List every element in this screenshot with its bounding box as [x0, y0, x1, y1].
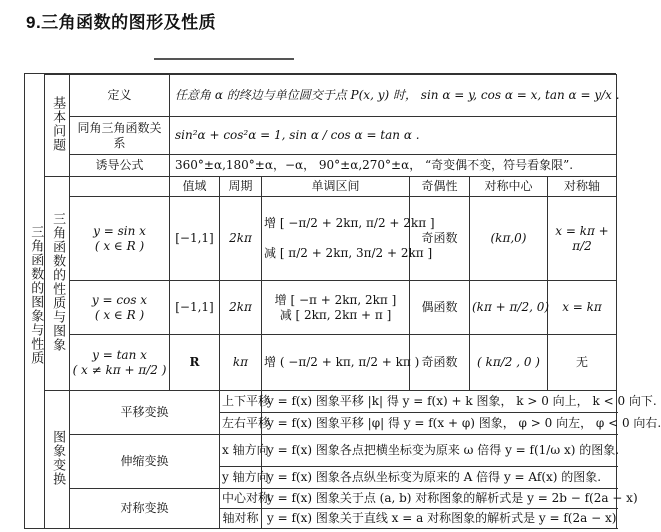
section-main-label: 三角函数的图象与性质	[25, 65, 45, 529]
definition-text: 任意角 α 的终边与单位圆交于点 P(x, y) 时， sin α = y, cos α = x, tan α = y/x .	[170, 75, 617, 117]
table-row	[25, 335, 617, 391]
sub-label: 中心对称	[220, 489, 262, 509]
header-monotonic: 单调区间	[262, 177, 410, 197]
basic-section-label: 基本问题	[45, 75, 70, 177]
header-range: 值域	[170, 177, 220, 197]
center-cell: ( kπ/2 , 0 )	[470, 335, 548, 391]
period-cell: 2kπ	[220, 197, 262, 281]
func-cell: y = tan x ( x ≠ kπ + π/2 )	[70, 335, 170, 391]
func-cell: y = sin x ( x ∈ R )	[70, 197, 170, 281]
props-section-label: 三角函数的性质与图象	[45, 177, 70, 391]
sub-label: y 轴方向	[220, 467, 262, 489]
same-angle-label: 同角三角函数关系	[70, 117, 170, 155]
sub-label: 左右平移	[220, 413, 262, 435]
sub-label: 轴对称	[220, 509, 262, 529]
monotonic-cell: 增 [ −π/2 + 2kπ, π/2 + 2kπ ] 减 [ π/2 + 2kπ, 3π/2 + 2kπ ]	[262, 197, 410, 281]
shift-label: 平移变换	[70, 391, 220, 435]
cropped-header-strip	[24, 64, 616, 74]
definition-label: 定义	[70, 75, 170, 117]
table-row	[25, 281, 617, 335]
range-cell: [−1,1]	[170, 281, 220, 335]
axis-cell: x = kπ + π/2	[548, 197, 617, 281]
induction-text: 360°±α,180°±α，−α， 90°±α,270°±α， “奇变偶不变，符号看象限”.	[170, 155, 617, 177]
page-title: 9.三角函数的图形及性质	[26, 13, 217, 32]
range-cell: [−1,1]	[170, 197, 220, 281]
rule-text: y = f(x) 图象平移 |k| 得 y = f(x) + k 图象， k > 0 向上， k < 0 向下.	[262, 391, 617, 413]
rule-text: y = f(x) 图象各点纵坐标变为原来的 A 倍得 y = Af(x) 的图象.	[262, 467, 617, 489]
same-angle-text: sin²α + cos²α = 1, sin α / cos α = tan α .	[170, 117, 617, 155]
induction-label: 诱导公式	[70, 155, 170, 177]
sub-label: x 轴方向	[220, 435, 262, 467]
period-cell: 2kπ	[220, 281, 262, 335]
center-cell: (kπ,0)	[470, 197, 548, 281]
rule-text: y = f(x) 图象关于直线 x = a 对称图象的解析式是 y = f(2a − x)	[262, 509, 617, 529]
monotonic-cell: 增 [ −π + 2kπ, 2kπ ] 减 [ 2kπ, 2kπ + π ]	[262, 281, 410, 335]
trig-summary-table	[24, 64, 661, 530]
header-parity: 奇偶性	[410, 177, 470, 197]
center-cell: (kπ + π/2, 0)	[470, 281, 548, 335]
parity-cell: 奇函数	[410, 335, 470, 391]
monotonic-cell: 增 ( −π/2 + kπ, π/2 + kπ )	[262, 335, 410, 391]
rule-text: y = f(x) 图象平移 |φ| 得 y = f(x + φ) 图象， φ > 0 向左， φ < 0 向右.	[262, 413, 617, 435]
range-cell: R	[170, 335, 220, 391]
transform-section-label: 图象变换	[45, 391, 70, 529]
symmetry-label: 对称变换	[70, 489, 220, 529]
period-cell: kπ	[220, 335, 262, 391]
stretch-label: 伸缩变换	[70, 435, 220, 489]
props-corner	[70, 177, 170, 197]
sub-label: 上下平移	[220, 391, 262, 413]
axis-cell: x = kπ	[548, 281, 617, 335]
func-cell: y = cos x ( x ∈ R )	[70, 281, 170, 335]
header-center: 对称中心	[470, 177, 548, 197]
rule-text: y = f(x) 图象关于点 (a, b) 对称图象的解析式是 y = 2b − f(2a − x)	[262, 489, 617, 509]
header-period: 周期	[220, 177, 262, 197]
parity-cell: 偶函数	[410, 281, 470, 335]
table-row	[25, 197, 617, 281]
header-axis: 对称轴	[548, 177, 617, 197]
parity-cell: 奇函数	[410, 197, 470, 281]
rule-text: y = f(x) 图象各点把横坐标变为原来 ω 倍得 y = f(1/ω x) 的图象.	[262, 435, 617, 467]
axis-cell: 无	[548, 335, 617, 391]
